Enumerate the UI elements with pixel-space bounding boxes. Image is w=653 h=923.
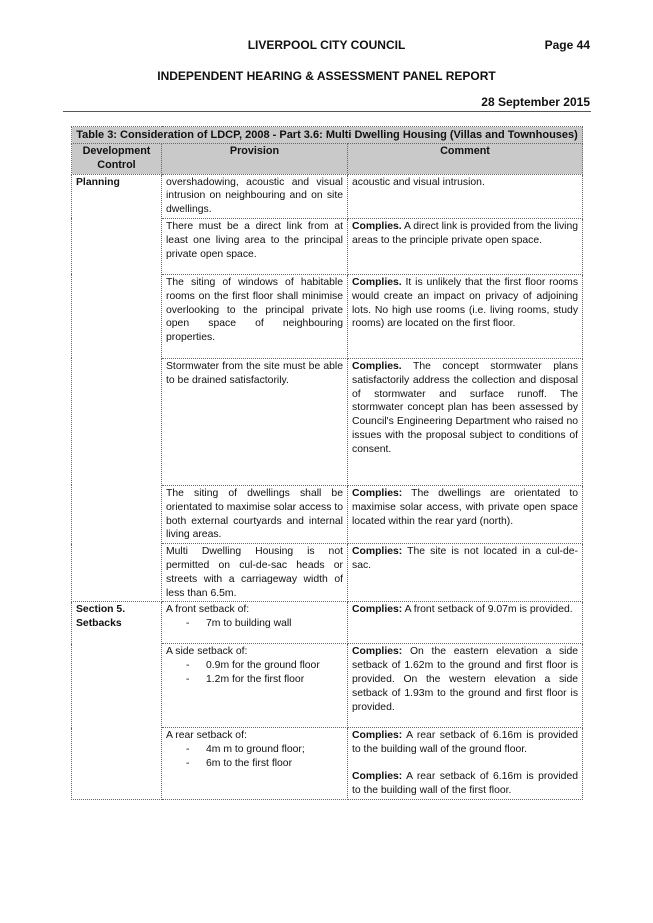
provision-cell: Multi Dwelling Housing is not permitted on cul-de-sac heads or streets with a carriageway width of less than 6.5m. (162, 544, 348, 602)
control-setbacks: Section 5. Setbacks (72, 602, 162, 799)
comment-text: It is unlikely that the first floor rooms would create an impact on privacy of adjoining lots. No high use rooms (i.e. living rooms, study rooms) are located on the first floor. (352, 276, 579, 330)
list-item: - 7m to building wall (176, 617, 343, 631)
provision-cell: There must be a direct link from at least one living area to the principal private open space. (162, 218, 348, 274)
comment-status: Complies: (352, 604, 403, 616)
provision-cell: The siting of windows of habitable rooms on the first floor shall minimise overlooking to the principal private open space of neighbouring properties. (162, 274, 348, 358)
comment-status: Complies: (352, 646, 403, 658)
comment-text: A front setback of 9.07m is provided. (404, 604, 573, 616)
provision-text: A rear setback of: (166, 730, 247, 742)
comment-status: Complies: (352, 770, 403, 782)
comment-cell (348, 218, 583, 274)
setback-list (166, 743, 343, 771)
list-item: - 0.9m for the ground floor (176, 659, 343, 673)
comment-paragraph (352, 770, 578, 798)
control-planning: Planning (72, 174, 162, 602)
comment-status: Complies: (352, 487, 403, 499)
table-title: Table 3: Consideration of LDCP, 2008 - Part 3.6: Multi Dwelling Housing (Villas and Townhouses) (72, 127, 583, 144)
comment-cell (348, 358, 583, 485)
report-date: 28 September 2015 (481, 95, 590, 109)
table-row (72, 602, 583, 644)
list-item: - 6m to the first floor (176, 757, 343, 771)
comment-text: The concept stormwater plans satisfactorily address the collection and disposal of stormwater and surface runoff. The stormwater concept plan has been assessed by Council's Engineering Department who raised no issues with the proposal subject to conditions of consent. (352, 360, 579, 455)
comment-status: Complies: (352, 730, 403, 742)
comment-cell (348, 644, 583, 728)
comment-status: Complies. (352, 360, 402, 372)
comment-text: A rear setback of 6.16m is provided to the building wall of the first floor. (352, 770, 579, 796)
setback-list (166, 617, 343, 631)
list-item: - 4m m to ground floor; (176, 743, 343, 757)
table-row (72, 174, 583, 218)
comment-text: A rear setback of 6.16m is provided to the building wall of the ground floor. (352, 730, 579, 756)
comment-status: Complies. (352, 220, 402, 232)
comment-text: The site is not located in a cul-de-sac. (352, 546, 579, 571)
page-number: Page 44 (544, 38, 590, 52)
council-name: LIVERPOOL CITY COUNCIL (247, 38, 406, 52)
comment-paragraph (352, 729, 578, 757)
col-header-control: Development Control (72, 144, 162, 175)
setback-list (166, 659, 343, 687)
provision-text: A front setback of: (166, 604, 250, 616)
comment-status: Complies: (352, 546, 403, 558)
provision-text: A side setback of: (166, 646, 248, 658)
comment-cell (348, 485, 583, 543)
comment-cell (348, 544, 583, 602)
comment-text: The dwellings are orientated to maximise solar access, with private open space located within the rear yard (north). (352, 487, 579, 527)
provision-cell (162, 602, 348, 644)
col-header-provision: Provision (162, 144, 348, 175)
provision-cell (162, 644, 348, 728)
header-divider (63, 111, 591, 112)
provision-cell: Stormwater from the site must be able to be drained satisfactorily. (162, 358, 348, 485)
comment-cell (348, 274, 583, 358)
list-item: - 1.2m for the first floor (176, 673, 343, 687)
comment-text: On the eastern elevation a side setback of 1.62m to the ground and first floor is provided. On the western elevation a side setback of 1.93m to the ground and first floor is provided. (352, 646, 579, 713)
report-title: INDEPENDENT HEARING & ASSESSMENT PANEL REPORT (157, 69, 496, 83)
comment-cell (348, 602, 583, 644)
ldcp-table (71, 126, 583, 800)
col-header-comment: Comment (348, 144, 583, 175)
provision-cell: overshadowing, acoustic and visual intrusion on neighbouring and on site dwellings. (162, 174, 348, 218)
comment-status: Complies. (352, 276, 402, 288)
comment-cell (348, 728, 583, 799)
provision-cell (162, 728, 348, 799)
comment-cell: acoustic and visual intrusion. (348, 174, 583, 218)
comment-text: A direct link is provided from the living areas to the principle private open space. (352, 220, 579, 246)
provision-cell: The siting of dwellings shall be orientated to maximise solar access to both external courtyards and internal living areas. (162, 485, 348, 543)
